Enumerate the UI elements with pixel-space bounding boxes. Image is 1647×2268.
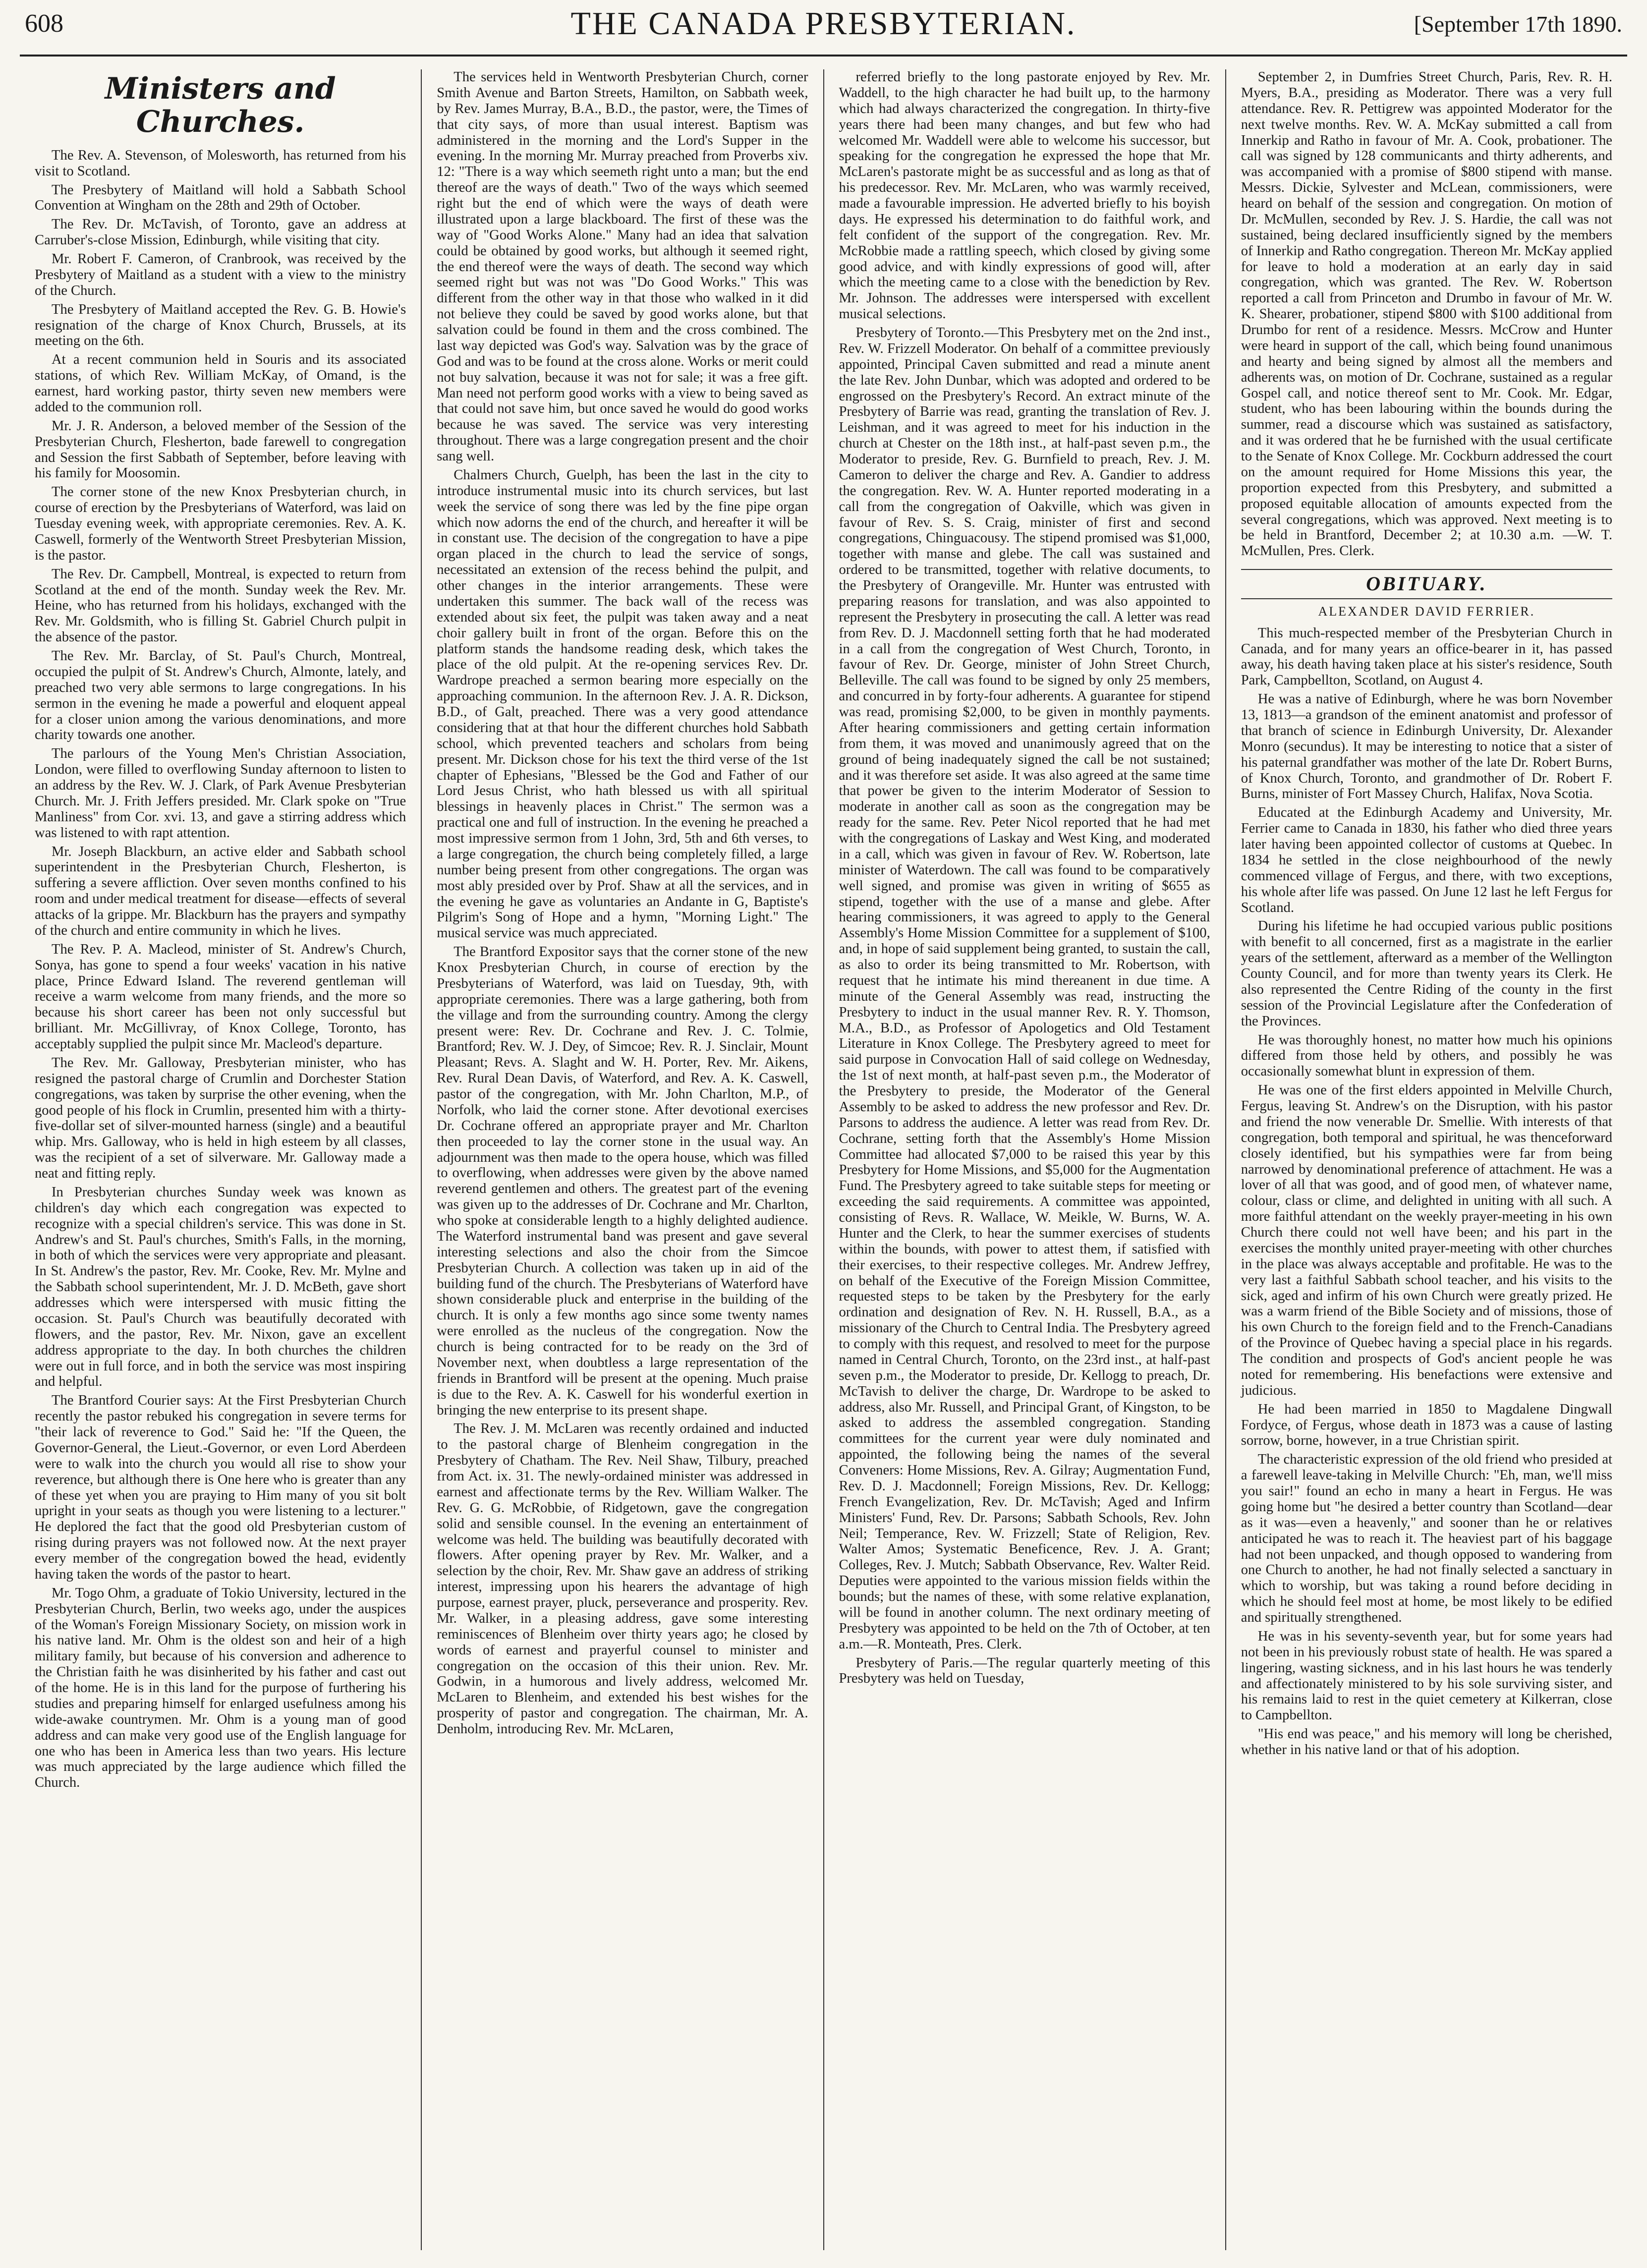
article-paragraph: "His end was peace," and his memory will long be cherished, whether in his native land or that of his adoption. bbox=[1241, 1726, 1612, 1758]
article-paragraph: The characteristic expression of the old friend who presided at a farewell leave-taking in Melville Church: "Eh, man, we'll miss you sair!" found an echo in many a heart in Fergus. He was going home but "he desired a better country than Scotland—dear as it was—even a heavenly," and sooner than he or relatives anticipated he was to reach it. The heaviest part of his baggage had not been unpacked, and though opposed to wandering from one Church to another, he had not finally selected a sanctuary in which to worship, but was taking a round before deciding in which he should feel most at home, be most likely to be edified and spiritually strengthened. bbox=[1241, 1452, 1612, 1626]
article-paragraph: The Rev. Mr. Barclay, of St. Paul's Church, Montreal, occupied the pulpit of St. Andrew's Church, Almonte, lately, and preached two very able sermons to large congregations. In his sermon in the evening he made a powerful and eloquent appeal for a closer union among the various denominations, and more charity towards one another. bbox=[35, 648, 406, 743]
issue-date: [September 17th 1890. bbox=[1414, 11, 1622, 37]
article-paragraph: The Rev. J. M. McLaren was recently ordained and inducted to the pastoral charge of Blenheim congregation in the Presbytery of Chatham. The Rev. Neil Shaw, Tilbury, preached from Act. ix. 31. The newly-ordained minister was addressed in earnest and affectionate terms by the Rev. William Walker. The Rev. G. G. McRobbie, of Ridgetown, gave the congregation solid and sensible counsel. In the evening an entertainment of welcome was held. The building was beautifully decorated with flowers. After opening prayer by Rev. Mr. Walker, and a selection by the choir, Rev. Mr. Shaw gave an address of striking interest, impressing upon his hearers the advantage of high purpose, earnest prayer, pluck, perseverance and prosperity. Rev. Mr. Walker, in a pleasing address, gave some interesting reminiscences of Blenheim over thirty years ago; he closed by words of earnest and prayerful counsel to minister and congregation on the occasion of this their union. Rev. Mr. Godwin, in a humorous and lively address, welcomed Mr. McLaren to Blenheim, and extended his best wishes for the prosperity of pastor and congregation. The chairman, Mr. A. Denholm, introducing Rev. Mr. McLaren, bbox=[437, 1421, 808, 1737]
article-paragraph: The services held in Wentworth Presbyterian Church, corner Smith Avenue and Barton Streets, Hamilton, on Sabbath week, by Rev. James Murray, B.A., B.D., the pastor, were, the Times of that city says, of more than usual interest. Baptism was administered in the morning and the Lord's Supper in the evening. In the morning Mr. Murray preached from Proverbs xiv. 12: "There is a way which seemeth right unto a man; but the end thereof are the ways of death." Two of the ways which seemed right but the end of which were the ways of death were illustrated upon a large blackboard. The first of these was the way of "Good Works Alone." Many had an idea that salvation could be obtained by good works, but although it seemed right, the end thereof were the ways of death. The second way which seemed right but was not was "Do Good Works." This was different from the other way in that those who walked in it did not believe they could be saved by good works alone, but that salvation could be found in them and the cross combined. The last way depicted was God's way. Salvation was by the grace of God and was to be found at the cross alone. Works or merit could not buy salvation, because it was not for sale; it was a free gift. Man need not perform good works with a view to being saved as that could not save him, but once saved he would do good works because he was saved. The service was very interesting throughout. There was a large congregation present and the choir sang well. bbox=[437, 69, 808, 464]
article-paragraph: This much-respected member of the Presbyterian Church in Canada, and for many years an office-bearer in it, has passed away, his death having taken place at his sister's residence, South Park, Campbellton, Scotland, on August 4. bbox=[1241, 625, 1612, 688]
article-paragraph: The Brantford Courier says: At the First Presbyterian Church recently the pastor rebuked his congregation in severe terms for "their lack of reverence to God." Said he: "If the Queen, the Governor-General, the Lieut.-Governor, or even Lord Aberdeen were to walk into the church you would all rise to show your reverence, but although there is One here who is greater than any of these yet when you are praying to Him many of you sit bolt upright in your seats as though you were listening to a lecturer." He deplored the fact that the good old Presbyterian custom of rising during prayers was not followed now. At the next prayer every member of the congregation bowed the head, evidently having taken the words of the pastor to heart. bbox=[35, 1393, 406, 1582]
article-paragraph: The Rev. Mr. Galloway, Presbyterian minister, who has resigned the pastoral charge of Crumlin and Dorchester Station congregations, was taken by surprise the other evening, when the good people of his flock in Crumlin, presented him with a thirty-five-dollar set of silver-mounted harness (single) and a beautiful whip. Mrs. Galloway, who is held in high esteem by all classes, was the recipient of a set of silverware. Mr. Galloway made a neat and fitting reply. bbox=[35, 1055, 406, 1182]
article-paragraph: Mr. J. R. Anderson, a beloved member of the Session of the Presbyterian Church, Flesherton, bade farewell to congregation and Session the first Sabbath of September, before leaving with his family for Moosomin. bbox=[35, 418, 406, 481]
article-paragraph: The Rev. A. Stevenson, of Molesworth, has returned from his visit to Scotland. bbox=[35, 147, 406, 179]
article-paragraph: At a recent communion held in Souris and its associated stations, of which Rev. William McKay, of Omand, is the earnest, hard working pastor, thirty seven new members were added to the communion roll. bbox=[35, 352, 406, 415]
column-3 bbox=[824, 69, 1226, 2250]
column-1 bbox=[20, 69, 422, 2250]
article-paragraph: Chalmers Church, Guelph, has been the last in the city to introduce instrumental music into its church services, but last week the service of song there was led by the fine pipe organ which now adorns the end of the church, and hereafter it will be in constant use. The decision of the congregation to have a pipe organ placed in the church to lead the service of songs, necessitated an extension of the recess behind the pulpit, and other changes in the interior arrangements. These were undertaken this summer. The back wall of the recess was extended about six feet, the pulpit was taken away and a neat choir gallery built in front of the organ. Before this on the platform stands the handsome reading desk, which takes the place of the old pulpit. At the re-opening services Rev. Dr. Wardrope preached a sermon bearing more especially on the approaching communion. In the afternoon Rev. J. A. R. Dickson, B.D., of Galt, preached. There was a very good attendance considering that at that hour the different churches hold Sabbath school, which prevented teachers and scholars from being present. Mr. Dickson chose for his text the third verse of the 1st chapter of Ephesians, "Blessed be the God and Father of our Lord Jesus Christ, who hath blessed us with all spiritual blessings in heavenly places in Christ." The sermon was a practical one and full of instruction. In the evening he preached a most impressive sermon from 1 John, 3rd, 5th and 6th verses, to a large congregation, the church being completely filled, a large number being present from other congregations. The organ was most ably presided over by Prof. Shaw at all the services, and in the evening he gave as voluntaries an Andante in G, Baptiste's Pilgrim's Song of Hope and a hymn, "Morning Light." The musical service was much appreciated. bbox=[437, 467, 808, 941]
article-paragraph: The Rev. P. A. Macleod, minister of St. Andrew's Church, Sonya, has gone to spend a four weeks' vacation in his native place, Prince Edward Island. The reverend gentleman will receive a warm welcome from many friends, and the more so because his short career has been not only successful but brilliant. Mr. McGillivray, of Knox College, Toronto, has acceptably supplied the pulpit since Mr. Macleod's departure. bbox=[35, 941, 406, 1052]
article-paragraph: The Presbytery of Maitland will hold a Sabbath School Convention at Wingham on the 28th and 29th of October. bbox=[35, 182, 406, 214]
article-paragraph: September 2, in Dumfries Street Church, Paris, Rev. R. H. Myers, B.A., presiding as Moderator. There was a very full attendance. Rev. R. Pettigrew was appointed Moderator for the next twelve months. Rev. W. A. McKay submitted a call from Innerkip and Ratho in favour of Mr. A. Cook, probationer. The call was signed by 128 communicants and thirty adherents, and was accompanied with a promise of $800 stipend with manse. Messrs. Dickie, Sylvester and McLean, commissioners, were heard on behalf of the session and congregation. On motion of Dr. McMullen, seconded by Rev. J. S. Hardie, the call was not sustained, being declared insufficiently signed by the members of Innerkip and Ratho congregation. Thereon Mr. McKay applied for leave to hold a moderation at an early day in said congregation, which was granted. The Rev. W. Robertson reported a call from Princeton and Drumbo in favour of Mr. W. K. Shearer, probationer, stipend $800 with $100 additional from Drumbo for rent of a residence. Messrs. McCrow and Hunter were heard in support of the call, which being found unanimous and hearty and being signed by almost all the members and adherents was, on motion of Dr. Cochrane, sustained as a regular Gospel call, and notice thereof sent to Mr. Cook. Mr. Edgar, student, who has been labouring within the bounds during the summer, read a discourse which was sustained as satisfactory, and it was ordered that he be furnished with the usual certificate to the Senate of Knox College. Mr. Cockburn addressed the court on the amount required for Home Missions this year, the proportion expected from this Presbytery, and submitted a proposed equitable allocation of amounts expected from the several congregations, which was approved. Next meeting is to be held in Brantford, December 2; at 10.30 a.m. —W. T. McMullen, Pres. Clerk. bbox=[1241, 69, 1612, 559]
article-paragraph: He was thoroughly honest, no matter how much his opinions differed from those held by others, and possibly he was occasionally somewhat blunt in expression of them. bbox=[1241, 1032, 1612, 1079]
article-paragraph: He was one of the first elders appointed in Melville Church, Fergus, leaving St. Andrew's on the Disruption, with his pastor and friend the now venerable Dr. Smellie. With interests of that congregation, both temporal and spiritual, he was thenceforward closely identified, but his sympathies were far from being narrowed by denominational preference of attachment. He was a lover of all that was good, and of good men, of whatever name, colour, class or clime, and delighted in uniting with all such. A more faithful attendant on the weekly prayer-meeting in his own Church there could not well have been; and his part in the exercises the monthly united prayer-meeting with other churches in the place was always acceptable and profitable. He was to the very last a faithful Sabbath school teacher, and his visits to the sick, aged and infirm of his own Church were greatly prized. He was a warm friend of the Bible Society and of missions, those of his own Church to the foreign field and to the French-Canadians of the Province of Quebec having a special place in his regards. The condition and prospects of God's ancient people he was noted for remembering. His benefactions were extensive and judicious. bbox=[1241, 1082, 1612, 1398]
article-paragraph: Educated at the Edinburgh Academy and University, Mr. Ferrier came to Canada in 1830, his father who died three years later having been appointed collector of customs at Quebec. In 1834 he settled in the close neighbourhood of the newly commenced village of Fergus, and there, with two exceptions, his whole after life was passed. On June 12 last he left Fergus for Scotland. bbox=[1241, 805, 1612, 915]
article-paragraph: The Presbytery of Maitland accepted the Rev. G. B. Howie's resignation of the charge of Knox Church, Brussels, at its meeting on the 6th. bbox=[35, 301, 406, 349]
page-number: 608 bbox=[25, 9, 63, 38]
masthead bbox=[20, 0, 1627, 69]
article-paragraph: Mr. Robert F. Cameron, of Cranbrook, was received by the Presbytery of Maitland as a student with a view to the ministry of the Church. bbox=[35, 251, 406, 298]
header-rule bbox=[20, 55, 1627, 57]
article-paragraph: During his lifetime he had occupied various public positions with benefit to all concerned, first as a magistrate in the earlier years of the settlement, afterward as a member of the Wellington County Council, and for more than twenty years its Clerk. He also represented the Centre Riding of the county in the first session of the Provincial Legislature after the Confederation of the Provinces. bbox=[1241, 918, 1612, 1029]
obituary-name: ALEXANDER DAVID FERRIER. bbox=[1318, 604, 1535, 619]
article-paragraph: Mr. Joseph Blackburn, an active elder and Sabbath school superintendent in the Presbyterian Church, Flesherton, is suffering a severe affliction. Over seven months confined to his room and under medical treatment for disease—effects of several attacks of la grippe. Mr. Blackburn has the prayers and sympathy of the church and entire community in which he lives. bbox=[35, 844, 406, 938]
article-paragraph: He was a native of Edinburgh, where he was born November 13, 1813—a grandson of the eminent anatomist and professor of that branch of science in Edinburgh University, Dr. Alexander Monro (secundus). It may be interesting to notice that a sister of his paternal grandfather was mother of the late Dr. Robert Burns, of Knox Church, Toronto, and grandmother of Dr. Robert F. Burns, minister of Fort Massey Church, Halifax, Nova Scotia. bbox=[1241, 691, 1612, 802]
article-paragraph: Presbytery of Paris.—The regular quarterly meeting of this Presbytery was held on Tuesday, bbox=[839, 1655, 1210, 1687]
obituary-text bbox=[1241, 625, 1612, 1758]
article-paragraph: Presbytery of Toronto.—This Presbytery met on the 2nd inst., Rev. W. Frizzell Moderator. On behalf of a committee previously appointed, Principal Caven submitted and read a minute anent the late Rev. John Dunbar, which was adopted and ordered to be engrossed on the Presbytery's Record. An extract minute of the Presbytery of Barrie was read, granting the translation of Rev. J. Leishman, and it was agreed to meet for his induction in the church at Chester on the 18th inst., at half-past seven p.m., the Moderator to preside, Rev. G. Burnfield to preach, Rev. J. M. Cameron to deliver the charge and Rev. A. Gandier to address the congregation. Rev. W. A. Hunter reported moderating in a call from the congregation of Oakville, which was given in favour of Rev. S. S. Craig, minister of first and second congregations, Chinguacousy. The stipend promised was $1,000, together with manse and glebe. The call was sustained and ordered to be transmitted, together with relative documents, to the Presbytery of Orangeville. Mr. Hunter was entrusted with preparing reasons for translation, and was also appointed to represent the Presbytery in prosecuting the call. A letter was read from Rev. D. J. Macdonnell setting forth that he had moderated in a call from the congregation of West Church, Toronto, in favour of Rev. Dr. George, minister of John Street Church, Belleville. The call was found to be signed by only 25 members, and concurred in by forty-four adherents. A guarantee for stipend was read, promising $2,000, to be given in monthly payments. After hearing commissioners and getting certain information from them, it was moved and unanimously agreed that on the ground of being inadequately signed the call be not sustained; and it was therefore set aside. It was also agreed at the same time that power be given to the interim Moderator of Session to moderate in another call as soon as the congregation may be ready for the same. Rev. Peter Nicol reported that he had met with the congregations of Laskay and West King, and moderated in a call, which was given in favour of Rev. W. Robertson, late minister of Waterdown. The call was found to be comparatively well signed, and promise was given in writing of $655 as stipend, together with the use of a manse and glebe. After hearing commissioners, it was agreed to apply to the General Assembly's Home Mission Committee for a supplement of $100, and, in hope of said supplement being granted, to sustain the call, as also to order its being transmitted to Mr. Robertson, with request that he intimate his mind thereanent in due time. A minute of the General Assembly was read, instructing the Presbytery to induct in the usual manner Rev. R. Y. Thomson, M.A., B.D., as Professor of Apologetics and Old Testament Literature in Knox College. The Presbytery agreed to meet for said purpose in Convocation Hall of said college on Wednesday, the 1st of next month, at half-past seven p.m., the Moderator of the Presbytery to preside, the Moderator of the General Assembly to be asked to address the new professor and Rev. Dr. Parsons to address the audience. A letter was read from Rev. Dr. Cochrane, setting forth that the Assembly's Home Mission Committee had allocated $7,000 to be raised this year by this Presbytery for Home Missions, and $5,000 for the Augmentation Fund. The Presbytery agreed to take suitable steps for meeting or exceeding the said requirements. A committee was appointed, consisting of Revs. R. Wallace, W. Meikle, W. Burns, W. A. Hunter and the Clerk, to hear the summer exercises of students within the bounds, with power to attest them, if satisfied with their exercises, to their respective colleges. Mr. Andrew Jeffrey, on behalf of the Executive of the Foreign Mission Committee, requested steps to be taken by the Presbytery for the early ordination and designation of Rev. N. H. Russell, B.A., as a missionary of the Church to Central India. The Presbytery agreed to comply with this request, and resolved to meet for the purpose named in Central Church, Toronto, on the 23rd inst., at half-past seven p.m., the Moderator to preside, Dr. Kellogg to preach, Dr. McTavish to deliver the charge, Dr. Wardrope to be asked to address, also Mr. Russell, and Principal Grant, of Kingston, to be asked to address the assembled congregation. Standing committees for the current year were duly nominated and appointed, the following being the names of the several Conveners: Home Missions, Rev. A. Gilray; Augmentation Fund, Rev. D. J. Macdonnell; Foreign Missions, Rev. Dr. Kellogg; French Evangelization, Rev. Dr. McTavish; Aged and Infirm Ministers' Fund, Rev. Dr. Parsons; Sabbath Schools, Rev. John Neil; Temperance, Rev. W. Frizzell; State of Religion, Rev. Walter Amos; Systematic Beneficence, Rev. J. A. Grant; Colleges, Rev. J. Mutch; Sabbath Observance, Rev. Walter Reid. Deputies were appointed to the various mission fields within the bounds; but the names of these, with some relative explanation, will be found in another column. The next ordinary meeting of Presbytery was appointed to be held on the 7th of October, at ten a.m.—R. Monteath, Pres. Clerk. bbox=[839, 325, 1210, 1652]
article-paragraph: In Presbyterian churches Sunday week was known as children's day which each congregation was expected to recognize with a special children's service. This was done in St. Andrew's and St. Paul's churches, Smith's Falls, in the morning, in both of which the services were very appropriate and pleasant. In St. Andrew's the pastor, Rev. Mr. Cooke, Rev. Mr. Mylne and the Sabbath school superintendent, Mr. J. D. McBeth, gave short addresses which were interspersed with music fitting the occasion. St. Paul's Church was beautifully decorated with flowers, and the pastor, Rev. Mr. Nixon, gave an excellent address appropriate to the day. In both churches the children were out in full force, and in both the service was most inspiring and helpful. bbox=[35, 1184, 406, 1390]
obituary-heading: OBITUARY. bbox=[1241, 569, 1612, 599]
article-paragraph: Mr. Togo Ohm, a graduate of Tokio University, lectured in the Presbyterian Church, Berlin, two weeks ago, under the auspices of the Woman's Foreign Missionary Society, on mission work in his native land. Mr. Ohm is the oldest son and heir of a high military family, but because of his conversion and adherence to the Christian faith he was disinherited by his father and cast out of the home. He is in this land for the purpose of furthering his studies and preparing himself for enlarged usefulness among his wide-awake countrymen. Mr. Ohm is a young man of good address and can make very good use of the English language for one who has been in America less than two years. His lecture was much appreciated by the large audience which filled the Church. bbox=[35, 1585, 406, 1791]
article-columns bbox=[20, 69, 1627, 2250]
article-paragraph: The Rev. Dr. Campbell, Montreal, is expected to return from Scotland at the end of the month. Sunday week the Rev. Mr. Heine, who has returned from his holidays, exchanged with the Rev. Mr. Goldsmith, who is filling St. Gabriel Church pulpit in the absence of the pastor. bbox=[35, 566, 406, 645]
column-2 bbox=[422, 69, 824, 2250]
article-paragraph: The corner stone of the new Knox Presbyterian church, in course of erection by the Presbyterians of Waterford, was laid on Tuesday evening week, with appropriate ceremonies. Rev. A. K. Caswell, formerly of the Wentworth Street Presbyterian Mission, is the pastor. bbox=[35, 484, 406, 563]
article-paragraph: The parlours of the Young Men's Christian Association, London, were filled to overflowing Sunday afternoon to listen to an address by the Rev. W. J. Clark, of Park Avenue Presbyterian Church. Mr. J. Frith Jeffers presided. Mr. Clark spoke on "True Manliness" from Cor. xvi. 13, and gave a stirring address which was listened to with rapt attention. bbox=[35, 746, 406, 841]
column-4 bbox=[1226, 69, 1627, 2250]
article-paragraph: He had been married in 1850 to Magdalene Dingwall Fordyce, of Fergus, whose death in 1873 was a cause of lasting sorrow, borne, however, in a true Christian spirit. bbox=[1241, 1401, 1612, 1449]
article-paragraph: The Brantford Expositor says that the corner stone of the new Knox Presbyterian Church, in course of erection by the Presbyterians of Waterford, was laid on Tuesday, 9th, with appropriate ceremonies. There was a large gathering, both from the village and from the surrounding country. Among the clergy present were: Rev. Dr. Cochrane and Rev. J. C. Tolmie, Brantford; Rev. W. J. Dey, of Simcoe; Rev. R. J. Sinclair, Mount Pleasant; Revs. A. Slaght and W. H. Porter, Rev. Mr. Aikens, Rev. Rural Dean Davis, of Waterford, and Rev. A. K. Caswell, pastor of the congregation, with Mr. John Charlton, M.P., of Norfolk, who laid the corner stone. After devotional exercises Dr. Cochrane offered an appropriate prayer and Mr. Charlton then proceeded to lay the corner stone in the usual way. An adjournment was then made to the opera house, which was filled to overflowing, when addresses were given by the above named reverend gentlemen and others. The greatest part of the evening was given up to the addresses of Dr. Cochrane and Mr. Charlton, who spoke at considerable length to a highly delighted audience. The Waterford instrumental band was present and gave several interesting selections and also the choir from the Simcoe Presbyterian Church. A collection was taken up in aid of the building fund of the church. The Presbyterians of Waterford have shown considerable pluck and enterprise in the building of the church. It is only a few months ago since some twenty names were enrolled as the nucleus of the congregation. Now the church is being contracted for to be ready on the 3rd of November next, when doubtless a large representation of the friends in Brantford will be present at the opening. Much praise is due to the Rev. A. K. Caswell for his wonderful exertion in bringing the new enterprise to its present shape. bbox=[437, 944, 808, 1418]
journal-title: THE CANADA PRESBYTERIAN. bbox=[570, 5, 1077, 42]
column-4-presbytery-text bbox=[1241, 69, 1612, 559]
article-paragraph: The Rev. Dr. McTavish, of Toronto, gave an address at Carruber's-close Mission, Edinburgh, while visiting that city. bbox=[35, 217, 406, 248]
article-paragraph: referred briefly to the long pastorate enjoyed by Rev. Mr. Waddell, to the high character he had built up, to the harmony which had always characterized the congregation. In thirty-five years there had been many changes, and but few who had welcomed Mr. Waddell were able to welcome his successor, but speaking for the congregation he expressed the hope that Mr. McLaren's pastorate might be as successful and as long as that of his predecessor. Rev. Mr. McLaren, who was warmly received, made a favourable impression. He adverted briefly to his boyish days. He expressed his determination to do faithful work, and felt confident of the support of the congregation. Rev. Mr. McRobbie made a rattling speech, which closed by giving some good advice, and with kindly expressions of good will, after which the meeting came to a close with the benediction by Rev. Mr. Johnson. The addresses were interspersed with excellent musical selections. bbox=[839, 69, 1210, 322]
article-paragraph: He was in his seventy-seventh year, but for some years had not been in his previously robust state of health. He was spared a lingering, wasting sickness, and in his last hours he was tenderly and affectionately ministered to by his sole surviving sister, and his remains laid to rest in the quiet cemetery at Kilkerran, close to Campbellton. bbox=[1241, 1628, 1612, 1723]
section-title-ministers: Ministers and Churches. bbox=[105, 71, 336, 139]
